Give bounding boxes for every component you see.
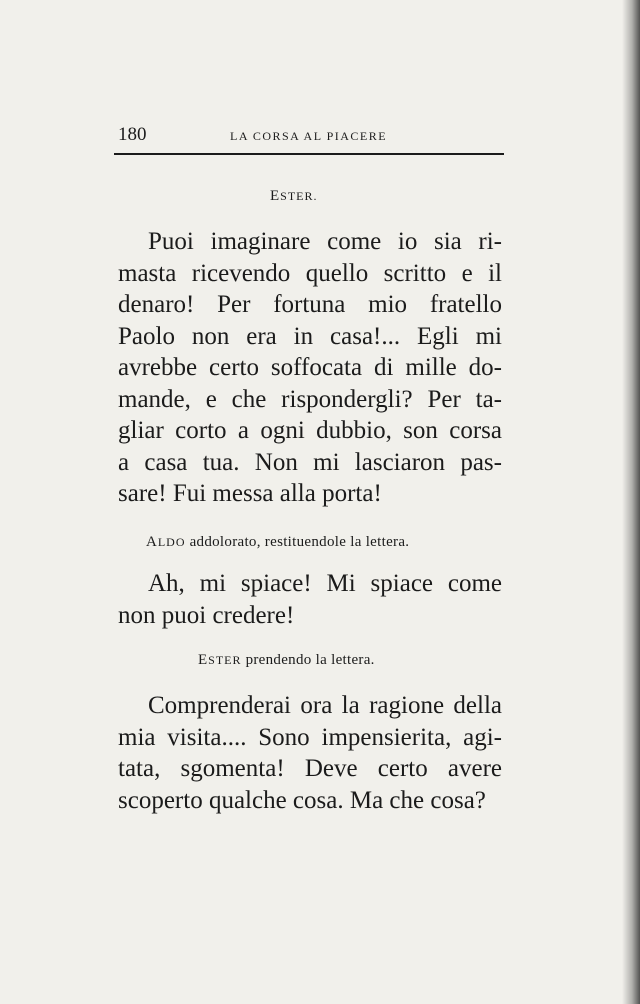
page-number: 180 xyxy=(118,124,147,145)
direction-speaker: ESTER xyxy=(198,652,242,668)
direction-text: addolorato, restituendole la lettera. xyxy=(185,534,410,550)
speech-paragraph-1 xyxy=(118,226,502,510)
text-line: Comprenderai ora la ragione della xyxy=(148,692,502,719)
text-line: Paolo non era in casa!... Egli mi xyxy=(118,322,502,350)
speaker-rest: STER. xyxy=(280,189,318,203)
text-line: scoperto qualche cosa. Ma che cosa? xyxy=(118,786,486,814)
speech-paragraph-3 xyxy=(118,690,502,816)
running-title: LA CORSA AL PIACERE xyxy=(230,129,388,143)
header-rule xyxy=(114,153,504,155)
stage-direction-ester xyxy=(198,652,375,669)
page-edge-shadow xyxy=(622,0,640,1004)
text-line: denaro! Per fortuna mio fratello xyxy=(118,291,502,318)
speaker-initial: E xyxy=(270,188,281,204)
text-line: tata, sgomenta! Deve certo avere xyxy=(118,755,502,782)
text-line: Ah, mi spiace! Mi spiace come xyxy=(148,570,502,597)
text-line: mia visita.... Sono impensierita, agi- xyxy=(118,723,502,751)
text-line: a casa tua. Non mi lasciaron pas- xyxy=(118,448,502,476)
direction-text: prendendo la lettera. xyxy=(241,652,375,668)
direction-speaker: ALDO xyxy=(146,534,186,550)
text-line: avrebbe certo soffocata di mille do- xyxy=(118,354,502,381)
speaker-heading-ester xyxy=(270,188,318,205)
text-line: masta ricevendo quello scritto e il xyxy=(118,259,502,287)
running-header xyxy=(118,124,504,146)
text-line: Puoi imaginare come io sia ri- xyxy=(148,228,502,255)
stage-direction-aldo xyxy=(146,534,409,551)
speech-paragraph-2 xyxy=(118,568,502,631)
text-line: non puoi credere! xyxy=(118,601,295,629)
text-line: sare! Fui messa alla porta! xyxy=(118,480,382,507)
text-line: mande, e che rispondergli? Per ta- xyxy=(118,385,502,413)
text-line: gliar corto a ogni dubbio, son corsa xyxy=(118,417,502,444)
